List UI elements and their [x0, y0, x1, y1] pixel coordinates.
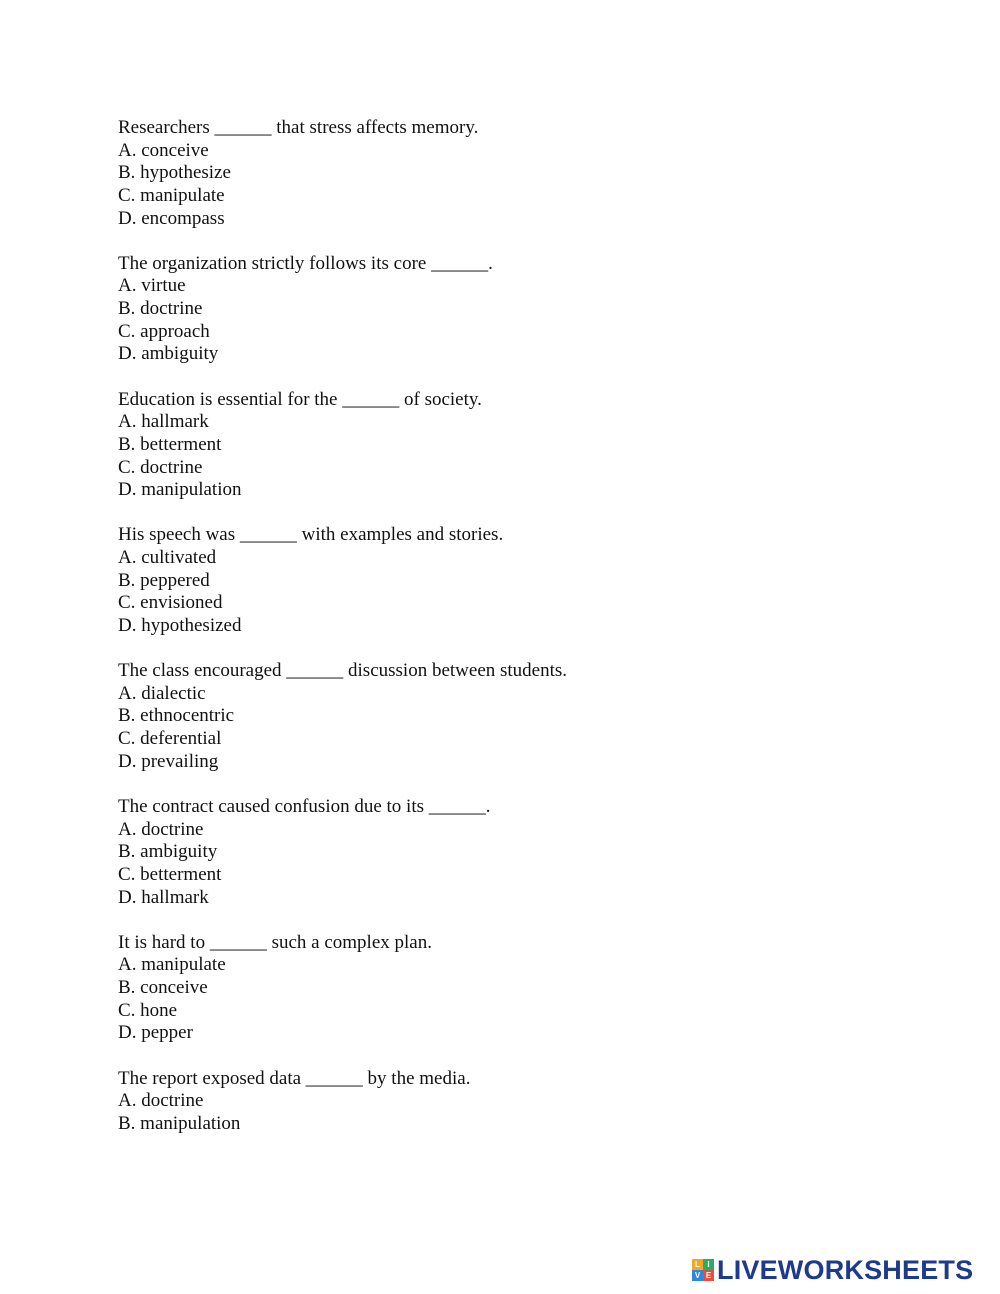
question-5 — [118, 660, 938, 773]
option-c[interactable]: C. doctrine — [118, 456, 203, 478]
option-b[interactable]: B. peppered — [118, 569, 210, 591]
worksheet — [118, 117, 938, 1158]
option-d[interactable]: D. prevailing — [118, 750, 219, 772]
option-b[interactable]: B. ethnocentric — [118, 705, 235, 727]
logo-tile-l: L — [692, 1259, 703, 1270]
option-a[interactable]: A. virtue — [118, 275, 186, 297]
option-b[interactable]: B. conceive — [118, 977, 208, 999]
question-stem: The contract caused confusion due to its ______. — [118, 795, 491, 817]
option-d[interactable]: D. ambiguity — [118, 343, 219, 365]
logo-tile-v: V — [692, 1270, 703, 1281]
option-a[interactable]: A. cultivated — [118, 547, 217, 569]
option-c[interactable]: C. hone — [118, 999, 178, 1021]
live-tiles-icon — [692, 1259, 714, 1281]
option-a[interactable]: A. manipulate — [118, 954, 226, 976]
question-1 — [118, 117, 938, 230]
question-stem: The report exposed data ______ by the media. — [118, 1067, 471, 1089]
option-b[interactable]: B. betterment — [118, 433, 222, 455]
option-c[interactable]: C. betterment — [118, 863, 222, 885]
option-a[interactable]: A. conceive — [118, 139, 209, 161]
option-d[interactable]: D. hallmark — [118, 886, 209, 908]
question-4 — [118, 524, 938, 637]
logo-tile-i: I — [703, 1259, 714, 1270]
option-a[interactable]: A. hallmark — [118, 411, 209, 433]
question-stem: The organization strictly follows its core ______. — [118, 252, 493, 274]
question-8 — [118, 1068, 938, 1136]
brand-name: LIVEWORKSHEETS — [717, 1255, 974, 1285]
option-a[interactable]: A. dialectic — [118, 682, 206, 704]
option-d[interactable]: D. pepper — [118, 1022, 193, 1044]
option-d[interactable]: D. encompass — [118, 207, 225, 229]
question-stem: Education is essential for the ______ of society. — [118, 388, 482, 410]
question-3 — [118, 389, 938, 502]
option-c[interactable]: C. approach — [118, 320, 210, 342]
option-c[interactable]: C. envisioned — [118, 592, 223, 614]
question-6 — [118, 796, 938, 909]
question-stem: It is hard to ______ such a complex plan. — [118, 931, 432, 953]
option-d[interactable]: D. hypothesized — [118, 614, 242, 636]
option-a[interactable]: A. doctrine — [118, 1090, 204, 1112]
question-stem: The class encouraged ______ discussion between students. — [118, 660, 568, 682]
option-c[interactable]: C. manipulate — [118, 184, 225, 206]
option-b[interactable]: B. hypothesize — [118, 162, 231, 184]
option-b[interactable]: B. manipulation — [118, 1112, 241, 1134]
option-d[interactable]: D. manipulation — [118, 479, 242, 501]
option-a[interactable]: A. doctrine — [118, 818, 204, 840]
question-2 — [118, 253, 938, 366]
option-c[interactable]: C. deferential — [118, 728, 222, 750]
option-b[interactable]: B. doctrine — [118, 298, 203, 320]
question-7 — [118, 932, 938, 1045]
liveworksheets-logo — [692, 1256, 973, 1284]
question-stem: His speech was ______ with examples and stories. — [118, 524, 504, 546]
logo-tile-e: E — [703, 1270, 714, 1281]
question-stem: Researchers ______ that stress affects memory. — [118, 117, 479, 138]
option-b[interactable]: B. ambiguity — [118, 841, 218, 863]
